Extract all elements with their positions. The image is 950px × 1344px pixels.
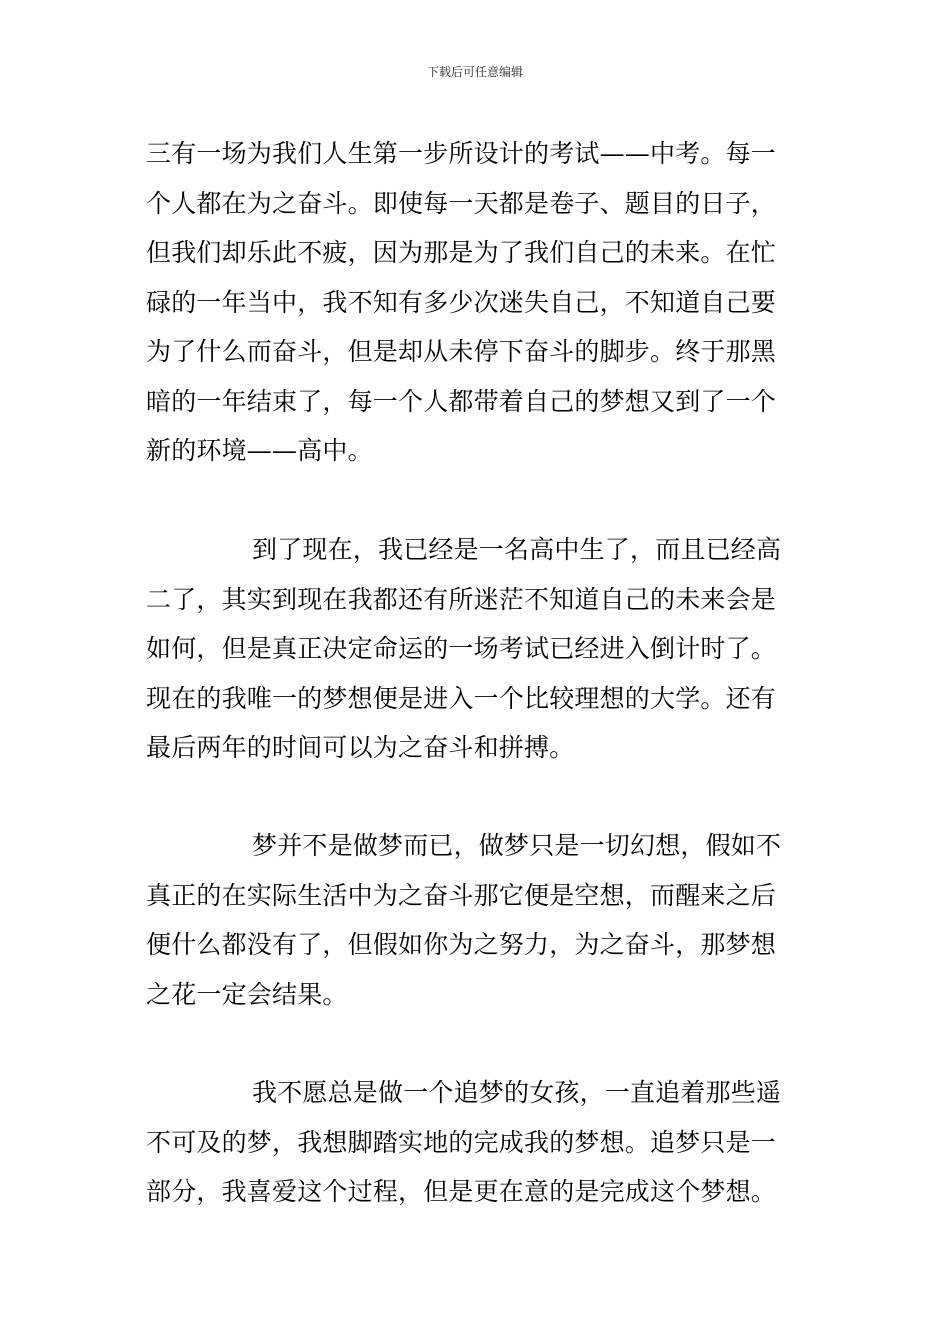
text-line: 为了什么而奋斗，但是却从未停下奋斗的脚步。终于那黑 <box>146 337 777 366</box>
text-line: 三有一场为我们人生第一步所设计的考试——中考。每一 <box>146 139 777 168</box>
page-header: 下载后可任意编辑 <box>426 65 523 79</box>
text-line: 新的环境——高中。 <box>146 436 373 465</box>
text-line: 到了现在，我已经是一名高中生了，而且已经高 <box>252 535 782 564</box>
text-line: 碌的一年当中，我不知有多少次迷失自己，不知道自己要 <box>146 287 777 317</box>
text-line: 不可及的梦，我想脚踏实地的完成我的梦想。追梦只是一 <box>146 1127 777 1157</box>
text-line: 但我们却乐此不疲，因为那是为了我们自己的未来。在忙 <box>146 238 777 267</box>
paragraph-4 <box>146 1068 806 1217</box>
text-line: 之花一定会结果。 <box>146 979 348 1009</box>
text-line: 最后两年的时间可以为之奋斗和拼搏。 <box>146 733 575 762</box>
text-line: 如何，但是真正决定命运的一场考试已经进入倒计时了。 <box>146 634 777 663</box>
text-line: 个人都在为之奋斗。即使每一天都是卷子、题目的日子， <box>146 188 777 218</box>
text-line: 暗的一年结束了，每一个人都带着自己的梦想又到了一个 <box>146 386 777 416</box>
text-line: 现在的我唯一的梦想便是进入一个比较理想的大学。还有 <box>146 683 777 713</box>
text-line: 真正的在实际生活中为之奋斗那它便是空想，而醒来之后 <box>146 880 777 910</box>
paragraph-2 <box>146 525 806 773</box>
paragraph-1 <box>146 129 806 476</box>
text-line: 便什么都没有了，但假如你为之努力，为之奋斗，那梦想 <box>146 930 777 959</box>
paragraph-3 <box>146 821 806 1019</box>
text-line: 我不愿总是做一个追梦的女孩，一直追着那些遥 <box>252 1078 782 1107</box>
text-line: 二了，其实到现在我都还有所迷茫不知道自己的未来会是 <box>146 584 777 614</box>
text-line: 梦并不是做梦而已，做梦只是一切幻想，假如不 <box>252 831 782 860</box>
text-line: 部分，我喜爱这个过程，但是更在意的是完成这个梦想。 <box>146 1177 777 1206</box>
